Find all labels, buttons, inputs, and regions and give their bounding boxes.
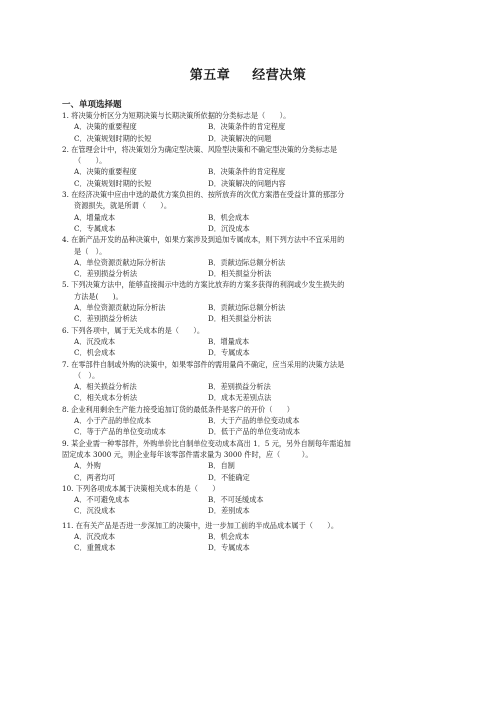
answer-option: D．不能确定 — [208, 472, 250, 482]
answer-option: A．增量成本 — [74, 212, 116, 222]
chapter-number: 第五章 — [189, 68, 231, 83]
answer-options — [62, 336, 434, 359]
question-stem-line: 11. 在有关产品是否进一步深加工的决策中，进一步加工前的半成品成本属于（ ）。 — [62, 520, 339, 530]
answer-option: B．贡献边际总额分析法 — [208, 303, 286, 313]
answer-option: A．相关损益分析法 — [74, 382, 137, 392]
question-5 — [62, 279, 434, 324]
answer-option: D．专属成本 — [208, 543, 250, 553]
answer-options — [62, 302, 434, 325]
answer-option: C．等于产品的单位变动成本 — [74, 427, 166, 437]
answer-option: A．小于产品的单位成本 — [74, 416, 152, 426]
answer-option: D．专属成本 — [208, 348, 250, 358]
question-stem-line: 7. 在零部件自制或外购的决策中，如果零部件的需用量尚不确定，应当采用的决策方法是 — [62, 359, 345, 369]
answer-option: A．决策的重要程度 — [74, 122, 137, 132]
question-stem-line: 方法是( )。 — [74, 291, 123, 301]
question-stem-line: 5. 下列决策方法中，能够直接揭示中选的方案比放弃的方案多获得的利润或少发生损失的 — [62, 280, 345, 290]
question-8 — [62, 404, 434, 438]
answer-option: D．决策解决的问题 — [208, 133, 272, 143]
question-stem-line: 3. 在经济决策中应由中选的最优方案负担的、按所放弃的次优方案潜在受益计算的那部分 — [62, 190, 345, 200]
question-7 — [62, 359, 434, 404]
question-stem-line: （ ）。 — [74, 370, 100, 380]
question-stem-line: 4. 在新产品开发的品种决策中，如果方案涉及到追加专属成本，则下列方法中不宜采用的 — [62, 235, 345, 245]
question-9 — [62, 438, 434, 483]
answer-option: A．决策的重要程度 — [74, 167, 137, 177]
answer-option: C．决策规划时期的长短 — [74, 133, 152, 143]
answer-option: B．贡献边际总额分析法 — [208, 257, 286, 267]
answer-option: A．单位资源贡献边际分析法 — [74, 257, 166, 267]
answer-option: A．单位资源贡献边际分析法 — [74, 303, 166, 313]
question-stem-line: 是（ ）。 — [74, 246, 107, 256]
question-stem-line: 10. 下列各项成本属于决策相关成本的是（ ） — [62, 483, 220, 493]
answer-option: B．决策条件的肯定程度 — [208, 122, 286, 132]
question-3 — [62, 189, 434, 234]
answer-options — [62, 531, 434, 554]
answer-options — [62, 121, 434, 144]
answer-option: B．差别损益分析法 — [208, 382, 271, 392]
question-stem-line: 8. 企业利用剩余生产能力接受追加订货的最低条件是客户的开价（ ） — [62, 404, 294, 414]
answer-option: A．外购 — [74, 461, 101, 471]
answer-option: C．重置成本 — [74, 543, 116, 553]
answer-option: C．专属成本 — [74, 223, 116, 233]
answer-option: B．大于产品的单位变动成本 — [208, 416, 300, 426]
answer-option: B．机会成本 — [208, 212, 250, 222]
question-10 — [62, 483, 434, 517]
answer-option: D．沉没成本 — [208, 223, 250, 233]
answer-option: B．增量成本 — [208, 336, 250, 346]
question-stem-line: 1. 将决策分析区分为短期决策与长期决策所依据的分类标志是（ ）。 — [62, 111, 291, 120]
question-stem-line: 固定成本 3000 元，则企业每年该零部件需求量为 3000 件时，应（ ）。 — [62, 449, 313, 459]
answer-option: A．沉没成本 — [74, 336, 116, 346]
answer-option: A．沉没成本 — [74, 531, 116, 541]
answer-options — [62, 415, 434, 438]
answer-option: D．相关损益分析法 — [208, 314, 272, 324]
answer-option: C．决策规划时期的长短 — [74, 178, 152, 188]
chapter-title — [0, 64, 496, 83]
answer-option: D．相关损益分析法 — [208, 269, 272, 279]
question-stem-line: 6. 下列各项中，属于无关成本的是（ ）。 — [62, 325, 205, 335]
answer-options — [62, 494, 434, 517]
answer-option: D．低于产品的单位变动成本 — [208, 427, 301, 437]
answer-options — [62, 460, 434, 483]
answer-option: C．沉没成本 — [74, 506, 116, 516]
answer-option: C．相关成本分析法 — [74, 393, 138, 403]
question-11 — [62, 520, 434, 554]
question-stem-line: （ ）。 — [74, 156, 107, 166]
answer-option: B．决策条件的肯定程度 — [208, 167, 286, 177]
answer-option: B．自制 — [208, 461, 235, 471]
answer-option: C．两者均可 — [74, 472, 116, 482]
answer-option: B．机会成本 — [208, 531, 250, 541]
answer-option: D．成本无差别点法 — [208, 393, 272, 403]
question-1 — [62, 110, 434, 144]
answer-option: D．差别成本 — [208, 506, 250, 516]
chapter-name: 经营决策 — [252, 68, 307, 83]
answer-option: C．机会成本 — [74, 348, 116, 358]
answer-option: B．不可延缓成本 — [208, 495, 264, 505]
answer-options — [62, 212, 434, 235]
question-6 — [62, 325, 434, 359]
answer-options — [62, 166, 434, 189]
question-4 — [62, 234, 434, 279]
answer-options — [62, 257, 434, 280]
answer-option: D．决策解决的问题内容 — [208, 178, 286, 188]
question-stem-line: 资源损失，就是所谓（ ）。 — [74, 201, 172, 211]
question-2 — [62, 144, 434, 189]
answer-options — [62, 381, 434, 404]
question-stem-line: 9. 某企业需一种零部件，外购单价比自制单位变动成本高出 1．5 元，另外自制每年需追加 — [62, 438, 351, 448]
answer-option: A．不可避免成本 — [74, 495, 130, 505]
question-list — [62, 110, 434, 554]
answer-option: C．差别损益分析法 — [74, 314, 138, 324]
question-stem-line: 2. 在管理会计中，将决策划分为确定型决策、风险型决策和不确定型决策的分类标志是 — [62, 144, 338, 154]
answer-option: C．差别损益分析法 — [74, 269, 138, 279]
section-heading: 一、单项选择题 — [62, 100, 122, 110]
